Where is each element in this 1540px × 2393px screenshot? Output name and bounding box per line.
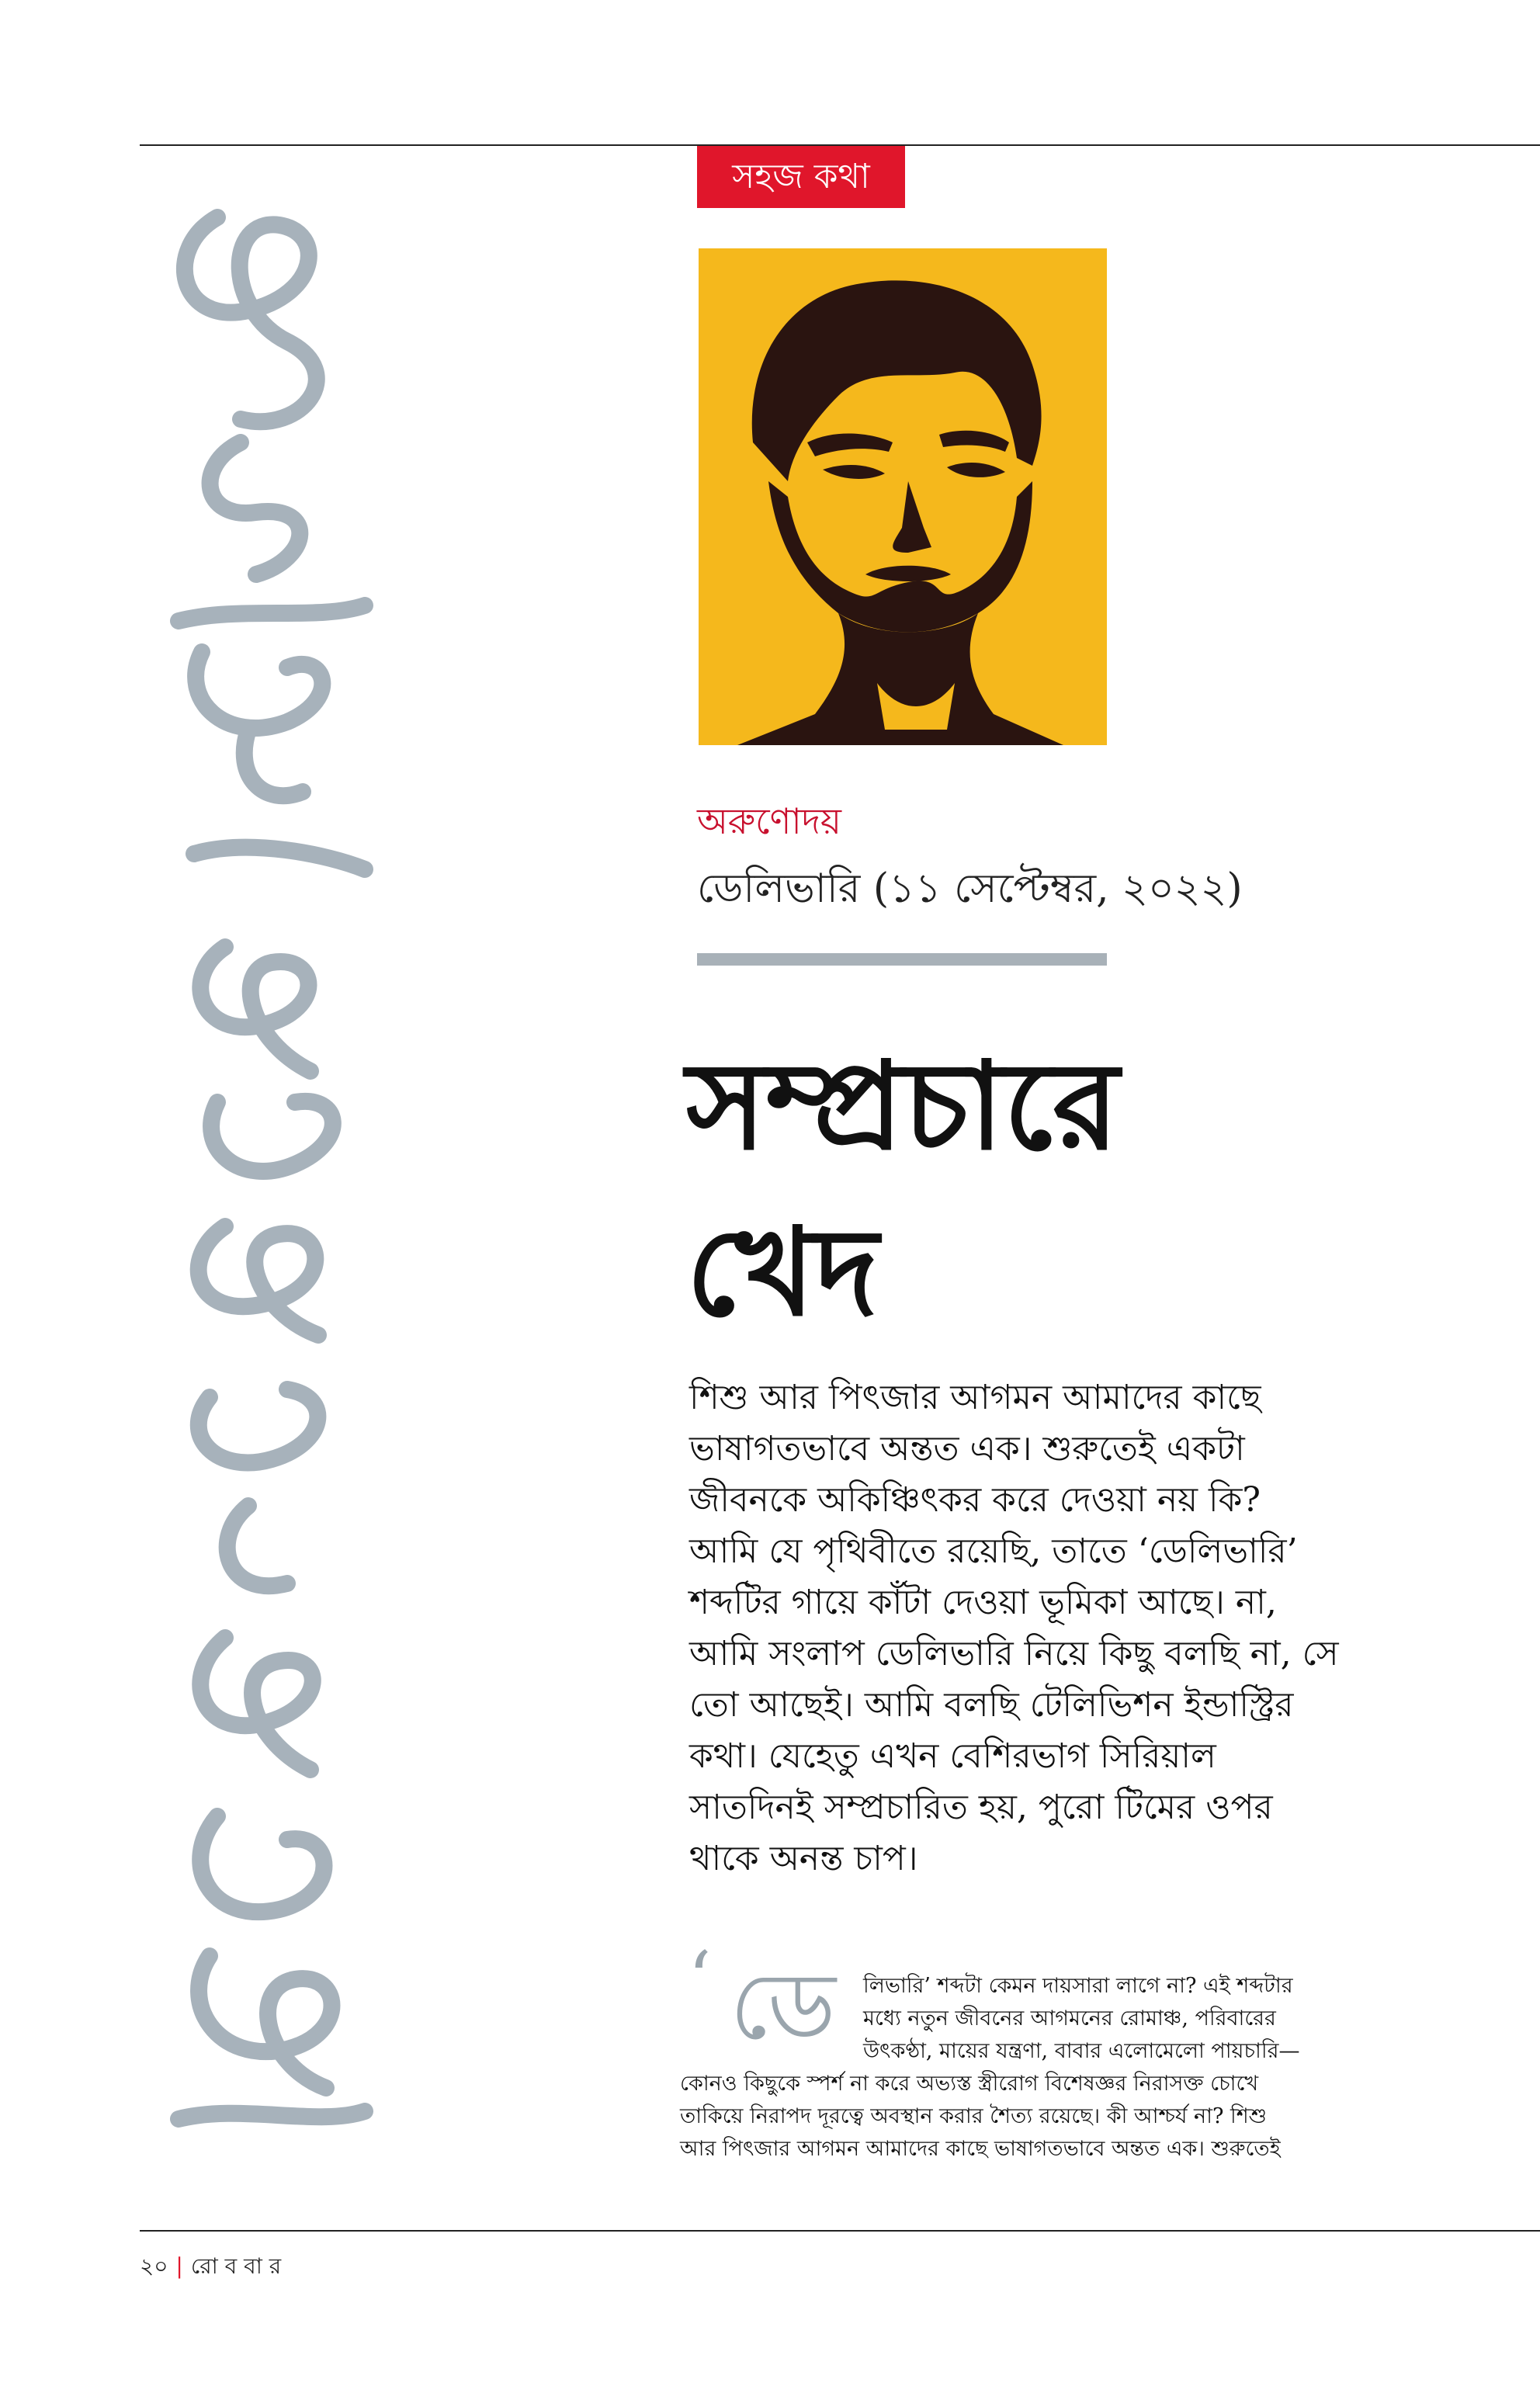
section-badge: সহজ কথা	[697, 146, 905, 208]
divider-bar	[697, 953, 1107, 966]
author-name: অরুণোদয়	[697, 800, 842, 842]
lead-line: শব্দটির গায়ে কাঁটা দেওয়া ভূমিকা আছে। না,	[689, 1583, 1277, 1622]
body-line: মধ্যে নতুন জীবনের আগমনের রোমাঞ্চ, পরিবারের	[863, 2006, 1276, 2031]
lead-line: শিশু আর পিৎজার আগমন আমাদের কাছে	[689, 1378, 1261, 1417]
lead-paragraph	[689, 1372, 1388, 1885]
body-text	[680, 1970, 1394, 2166]
body-line: আর পিৎজার আগমন আমাদের কাছে ভাষাগতভাবে অন্তত এক। শুরুতেই	[680, 2137, 1281, 2161]
lead-line: তো আছেই। আমি বলছি টেলিভিশন ইন্ডাস্ট্রির	[689, 1685, 1294, 1725]
page-number: ২০	[140, 2253, 168, 2279]
lead-line: থাকে অনন্ত চাপ।	[689, 1839, 918, 1878]
publication-info: ডেলিভারি (১১ সেপ্টেম্বর, ২০২২)	[697, 865, 1243, 912]
bottom-rule	[140, 2230, 1540, 2232]
body-line: উৎকণ্ঠা, মায়ের যন্ত্রণা, বাবার এলোমেলো পায়চারি—	[863, 2039, 1300, 2063]
body-line: লিভারি’ শব্দটা কেমন দায়সারা লাগে না? এই শব্দটার	[863, 1974, 1293, 1998]
opening-quote-mark: ‘	[688, 1936, 712, 2023]
headline-line: সম্প্রচারে	[686, 1035, 1119, 1177]
lead-line: ভাষাগতভাবে অন্তত এক। শুরুতেই একটা	[689, 1429, 1245, 1469]
lead-line: জীবনকে অকিঞ্চিৎকর করে দেওয়া নয় কি?	[689, 1480, 1261, 1520]
drop-cap: ডে	[730, 1953, 837, 2061]
lead-line: সাতদিনই সম্প্রচারিত হয়, পুরো টিমের ওপর	[689, 1788, 1273, 1827]
lead-line: আমি সংলাপ ডেলিভারি নিয়ে কিছু বলছি না, সে	[689, 1634, 1339, 1673]
decorative-script-title	[132, 186, 411, 2173]
headline	[686, 1023, 1323, 1355]
lead-line: কথা। যেহেতু এখন বেশিরভাগ সিরিয়াল	[689, 1736, 1216, 1776]
page-folio	[140, 2249, 281, 2286]
author-portrait-illustration	[699, 248, 1107, 745]
body-line: তাকিয়ে নিরাপদ দূরত্বে অবস্থান করার শৈত্য রয়েছে। কী আশ্চর্য না? শিশু	[680, 2104, 1267, 2128]
headline-line: খেদ	[686, 1201, 879, 1343]
body-line: কোনও কিছুকে স্পর্শ না করে অভ্যস্ত স্ত্রীরোগ বিশেষজ্ঞর নিরাসক্ত চোখে	[680, 2072, 1259, 2096]
magazine-name: রো ব বা র	[190, 2253, 282, 2279]
folio-separator: |	[175, 2253, 183, 2279]
lead-line: আমি যে পৃথিবীতে রয়েছি, তাতে ‘ডেলিভারি’	[689, 1531, 1298, 1571]
